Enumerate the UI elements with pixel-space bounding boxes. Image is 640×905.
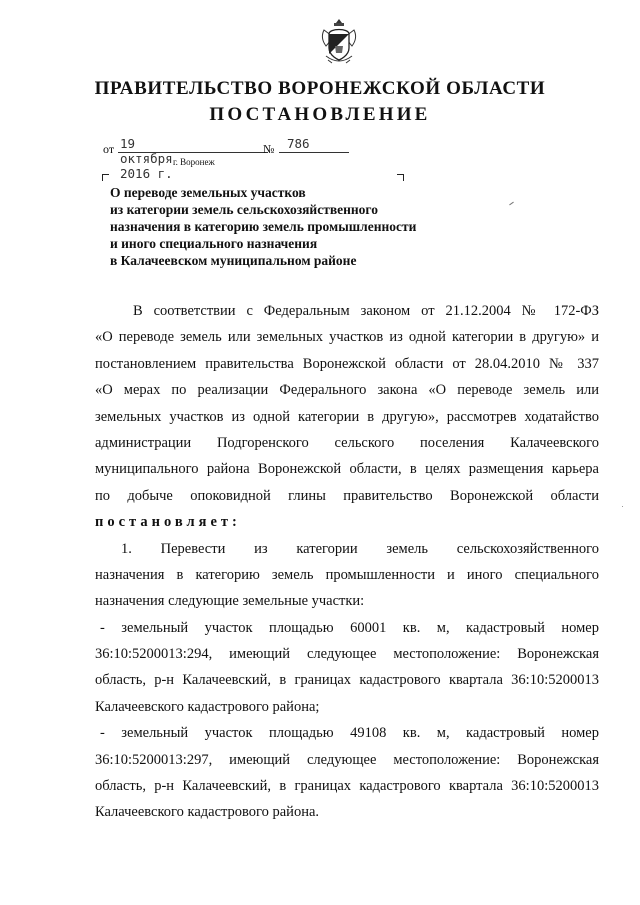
body-line: назначения в категорию земель промышленности и иного специального [95, 566, 599, 583]
resolution-keyword: постановляет: [95, 514, 241, 531]
subject-line: в Калачеевском муниципальном районе [110, 253, 357, 268]
subject-line: и иного специального назначения [110, 236, 318, 251]
body-line: 1. Перевести из категории земель сельскохозяйственного [121, 540, 599, 557]
body-line: «О переводе земель или земельных участков из одной категории в другую» и [95, 329, 599, 346]
subject-line: из категории земель сельскохозяйственного [110, 202, 378, 217]
body-line: область, р-н Калачеевский, в границах кадастрового квартала 36:10:5200013 [95, 672, 599, 689]
scan-mark [509, 202, 514, 206]
body-line: администрации Подгоренского сельского поселения Калачеевского [95, 434, 599, 451]
date-value: 19 октября 2016 г. [120, 136, 173, 181]
body-line: «О мерах по реализации Федерального закона «О переводе земель или [95, 382, 599, 399]
coat-of-arms-emblem [318, 16, 360, 66]
body-line: - земельный участок площадью 49108 кв. м, кадастровый номер [100, 725, 599, 742]
corner-bracket-right [397, 174, 404, 181]
body-line: 36:10:5200013:297, имеющий следующее местоположение: Воронежская [95, 751, 599, 768]
body-line: Калачеевского кадастрового района. [95, 804, 320, 821]
body-line: - земельный участок площадью 60001 кв. м, кадастровый номер [100, 619, 599, 636]
body-line: муниципального района Воронежской области, в целях размещения карьера [95, 461, 599, 478]
number-label: № [263, 142, 275, 156]
body-line: по добыче опоковидной глины правительство Воронежской области [95, 487, 599, 504]
body-line: область, р-н Калачеевский, в границах кадастрового квартала 36:10:5200013 [95, 778, 599, 795]
subject-line: О переводе земельных участков [110, 185, 306, 200]
subject-line: назначения в категорию земель промышленности [110, 219, 417, 234]
body-line: постановлением правительства Воронежской области от 28.04.2010 № 337 [95, 355, 599, 372]
number-underline [279, 152, 349, 153]
body-line: назначения следующие земельные участки: [95, 593, 365, 610]
body-line: 36:10:5200013:294, имеющий следующее местоположение: Воронежская [95, 646, 599, 663]
body-line: земельных участков из одной категории в другую», рассмотрев ходатайство [95, 408, 599, 425]
number-value: 786 [287, 136, 310, 151]
date-underline [118, 152, 268, 153]
body-line: Калачеевского кадастрового района; [95, 698, 320, 715]
scan-dot [622, 506, 623, 507]
organization-title: ПРАВИТЕЛЬСТВО ВОРОНЕЖСКОЙ ОБЛАСТИ [94, 78, 546, 99]
document-body [95, 298, 599, 826]
body-line: В соответствии с Федеральным законом от 21.12.2004 № 172-ФЗ [133, 303, 599, 319]
date-from-label: от [103, 142, 115, 156]
corner-bracket-left [102, 174, 109, 181]
document-type-title: ПОСТАНОВЛЕНИЕ [209, 104, 431, 125]
document-subject [110, 184, 470, 269]
city-label: г. Воронеж [173, 157, 215, 167]
